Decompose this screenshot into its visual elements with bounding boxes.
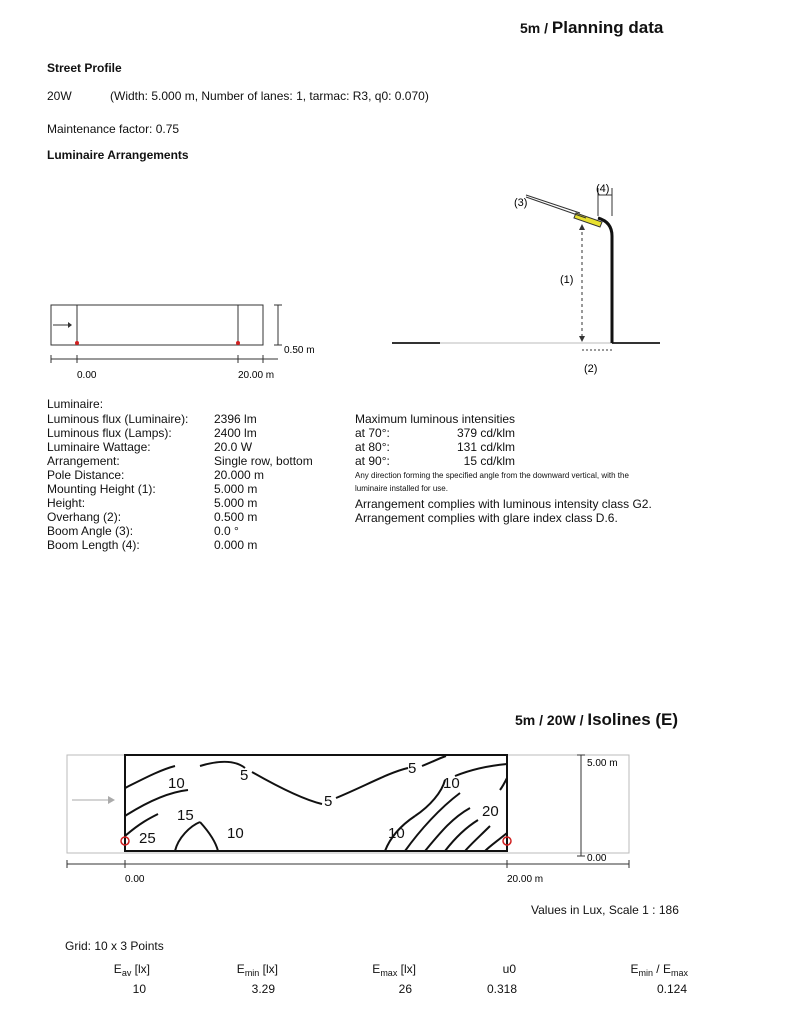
maintenance-factor: Maintenance factor: 0.75	[47, 122, 180, 136]
stat-ratio-sep: / E	[652, 962, 671, 976]
intensity-note-2: luminaire installed for use.	[355, 484, 448, 493]
stat-u0-value: 0.318	[486, 982, 517, 996]
intensity-value: 15 cd/klm	[463, 454, 515, 468]
isolines-title-prefix: 5m / 20W /	[515, 712, 588, 728]
stat-emax-value: 26	[398, 982, 412, 996]
stat-emin-sub: min	[244, 968, 260, 978]
x-end-label: 20.00 m	[507, 874, 544, 885]
contour-20-right-edge	[500, 778, 507, 790]
param-label: Overhang (2):	[47, 510, 122, 524]
boom-angle-line-b	[526, 197, 586, 218]
param-value: 5.000 m	[214, 496, 258, 510]
mounting-arrow-up-icon	[579, 224, 585, 230]
traffic-arrow-gray-head-icon	[108, 796, 115, 804]
width-dimension-label: 0.50 m	[284, 345, 315, 356]
param-value: 0.0 °	[214, 524, 239, 538]
contour-label-1: 5	[240, 767, 249, 784]
luminaire-parameters	[47, 412, 347, 557]
param-value: 2396 lm	[214, 412, 257, 426]
complies-glare-class: Arrangement complies with glare index class D.6.	[355, 511, 618, 525]
stat-ratio-value: 0.124	[656, 982, 687, 996]
contour-10-top-right	[455, 764, 507, 776]
luminaire-heading: Luminaire:	[47, 397, 104, 411]
contour-20-right-a	[425, 808, 470, 851]
intensity-angle: at 70°:	[355, 426, 390, 440]
intensity-note-1: Any direction forming the specified angle from the downward vertical, with the	[355, 471, 629, 480]
contour-25-right-a	[465, 826, 490, 851]
isolines-title-text: Isolines (E)	[587, 710, 679, 729]
stat-eav-value: 10	[132, 982, 146, 996]
param-value: 0.500 m	[214, 510, 258, 524]
y-bottom-label: 0.00	[587, 853, 607, 864]
intensity-row	[355, 440, 515, 454]
contour-label-2: 5	[324, 793, 333, 810]
stat-emin-header	[220, 962, 278, 976]
contour-label-0: 10	[168, 775, 185, 792]
scale-note: Values in Lux, Scale 1 : 186	[531, 903, 679, 917]
intensity-row	[355, 454, 515, 468]
stat-eav-sub: av	[121, 968, 132, 978]
label-1: (1)	[560, 274, 574, 286]
y-top-label: 5.00 m	[587, 758, 618, 769]
contour-label-6: 10	[227, 825, 244, 842]
stat-emax-header	[360, 962, 416, 976]
grid-note: Grid: 10 x 3 Points	[65, 939, 164, 953]
param-label: Pole Distance:	[47, 468, 125, 482]
stat-ratio-sub-b: max	[670, 968, 688, 978]
contour-5-mid-left	[252, 772, 322, 804]
param-value: 20.0 W	[214, 440, 253, 454]
x-start-label: 0.00	[125, 874, 145, 885]
contour-label-9: 10	[388, 825, 405, 842]
param-label: Mounting Height (1):	[47, 482, 156, 496]
isolines-title	[515, 710, 678, 730]
param-value: 2400 lm	[214, 426, 257, 440]
stat-eav-label: E	[113, 962, 122, 976]
plan-view-diagram	[40, 295, 340, 385]
x-end-label: 20.00 m	[238, 370, 275, 381]
contour-label-3: 5	[408, 760, 417, 777]
stat-emax-unit: [lx]	[397, 962, 416, 976]
page-title	[520, 18, 663, 38]
intensities-table	[355, 426, 655, 470]
stat-ratio-sub-a: min	[638, 968, 653, 978]
label-3: (3)	[514, 197, 528, 209]
contour-5-top-left	[200, 762, 245, 768]
isolines-diagram	[60, 748, 700, 888]
street-profile-code: 20W	[47, 89, 72, 103]
param-label: Boom Angle (3):	[47, 524, 134, 538]
contour-5-mid-right	[336, 768, 408, 798]
intensities-heading: Maximum luminous intensities	[355, 412, 516, 426]
pole-shape	[598, 218, 612, 343]
boom-angle-line-a	[526, 195, 580, 213]
param-label: Luminaire Wattage:	[47, 440, 151, 454]
stat-u0-header: u0	[502, 962, 516, 976]
contour-10-bottom-left	[175, 822, 200, 851]
param-value: 20.000 m	[214, 468, 265, 482]
pole-side-diagram	[390, 178, 670, 378]
contour-20-right-b	[445, 820, 478, 851]
stat-ratio-header	[600, 962, 688, 976]
contour-5-top-right	[422, 756, 446, 766]
stat-emax-sub: max	[380, 968, 398, 978]
param-value: 0.000 m	[214, 538, 258, 552]
intensity-angle: at 80°:	[355, 440, 390, 454]
street-profile-heading: Street Profile	[47, 61, 122, 75]
page-title-text: Planning data	[551, 18, 664, 37]
contour-label-5: 15	[177, 807, 194, 824]
stat-emax-label: E	[372, 962, 381, 976]
stat-eav-header	[100, 962, 150, 976]
x-start-label: 0.00	[77, 370, 97, 381]
contour-label-7: 20	[482, 803, 499, 820]
luminaire-marker-right	[236, 341, 240, 345]
traffic-arrow-head-icon	[68, 322, 72, 328]
param-label: Luminous flux (Lamps):	[47, 426, 172, 440]
param-label: Boom Length (4):	[47, 538, 140, 552]
page-title-prefix: 5m /	[520, 20, 552, 36]
param-label: Height:	[47, 496, 86, 510]
stat-emin-label: E	[236, 962, 245, 976]
param-value: 5.000 m	[214, 482, 258, 496]
label-4: (4)	[596, 183, 610, 195]
street-profile-details: (Width: 5.000 m, Number of lanes: 1, tarmac: R3, q0: 0.070)	[110, 89, 429, 103]
stat-ratio-label-a: E	[630, 962, 639, 976]
stat-emin-unit: [lx]	[259, 962, 278, 976]
luminaire-arrangements-heading: Luminaire Arrangements	[47, 148, 189, 162]
intensity-angle: at 90°:	[355, 454, 390, 468]
param-label: Arrangement:	[47, 454, 120, 468]
luminaire-marker-left	[75, 341, 79, 345]
road-outline	[51, 305, 263, 345]
stat-emin-value: 3.29	[251, 982, 275, 996]
intensity-value: 379 cd/klm	[456, 426, 515, 440]
stat-eav-unit: [lx]	[131, 962, 150, 976]
complies-intensity-class: Arrangement complies with luminous intensity class G2.	[355, 497, 652, 511]
param-label: Luminous flux (Luminaire):	[47, 412, 189, 426]
param-value: Single row, bottom	[214, 454, 313, 468]
intensity-row	[355, 426, 515, 440]
contour-label-4: 10	[443, 775, 460, 792]
mounting-arrow-down-icon	[579, 336, 585, 342]
contour-10-bottom-left-b	[200, 822, 218, 851]
contour-label-8: 25	[139, 830, 156, 847]
label-2: (2)	[584, 363, 598, 375]
contour-lines	[125, 756, 507, 851]
intensity-value: 131 cd/klm	[456, 440, 515, 454]
